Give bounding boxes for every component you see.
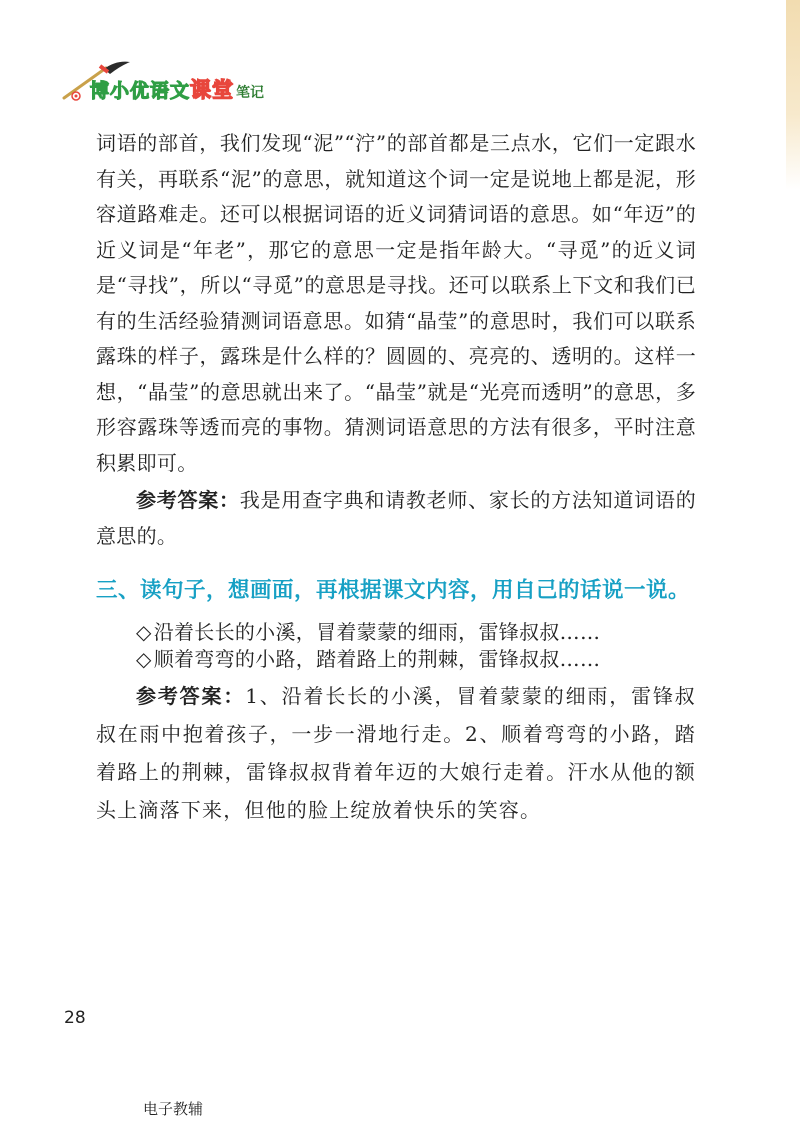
quote-text: 沿着长长的小溪，冒着蒙蒙的细雨，雷锋叔叔……: [153, 620, 601, 644]
diamond-icon: ◇: [136, 647, 152, 671]
footer-label: 电子教辅: [143, 1100, 204, 1118]
side-decoration-strip: [786, 0, 800, 190]
logo-main-text: 博小优语文: [90, 80, 191, 102]
diamond-icon: ◇: [136, 620, 152, 644]
answer-text: 我是用查字典和请教老师、家长的方法知道词语的意思的。: [96, 488, 697, 548]
answer-label: 参考答案：: [136, 684, 246, 708]
logo-note-text: 笔记: [236, 85, 265, 101]
quote-line-2: [136, 646, 696, 673]
answer-text: 1、沿着长长的小溪，冒着蒙蒙的细雨，雷锋叔叔在雨中抱着孩子，一步一滑地行走。2、顺着弯弯的小路，踏着路上的荆棘，雷锋叔叔背着年迈的大娘行走着。汗水从他的额头上滴落下来，但他的脸上绽放着快乐的笑容。: [96, 684, 696, 822]
section-title-3: 三、读句子，想画面，再根据课文内容，用自己的话说一说。: [96, 578, 691, 603]
quote-line-1: [136, 619, 696, 646]
answer-block-1: [96, 483, 696, 554]
page-number: 28: [64, 1008, 86, 1028]
answer-label: 参考答案：: [136, 488, 240, 512]
header-logo: [60, 56, 320, 106]
logo-class-text: 课堂: [190, 78, 235, 102]
quote-text: 顺着弯弯的小路，踏着路上的荆棘，雷锋叔叔……: [153, 647, 601, 671]
paragraph-method: 词语的部首，我们发现“泥”“泞”的部首都是三点水，它们一定跟水有关，再联系“泥”的意思，就知道这个词一定是说地上都是泥，形容道路难走。还可以根据词语的近义词猜词语的意思。如“年迈”的近义词是“年老”，那它的意思一定是指年龄大。“寻觅”的近义词是“寻找”，所以“寻觅”的意思是寻找。还可以联系上下文和我们已有的生活经验猜测词语意思。如猜“晶莹”的意思时，我们可以联系露珠的样子，露珠是什么样的？圆圆的、亮亮的、透明的。这样一想，“晶莹”的意思就出来了。“晶莹”就是“光亮而透明”的意思，多形容露珠等透而亮的事物。猜测词语意思的方法有很多，平时注意积累即可。: [96, 131, 696, 475]
answer-block-2: [96, 677, 696, 829]
logo-text: [90, 74, 264, 104]
page-content: [96, 126, 696, 829]
